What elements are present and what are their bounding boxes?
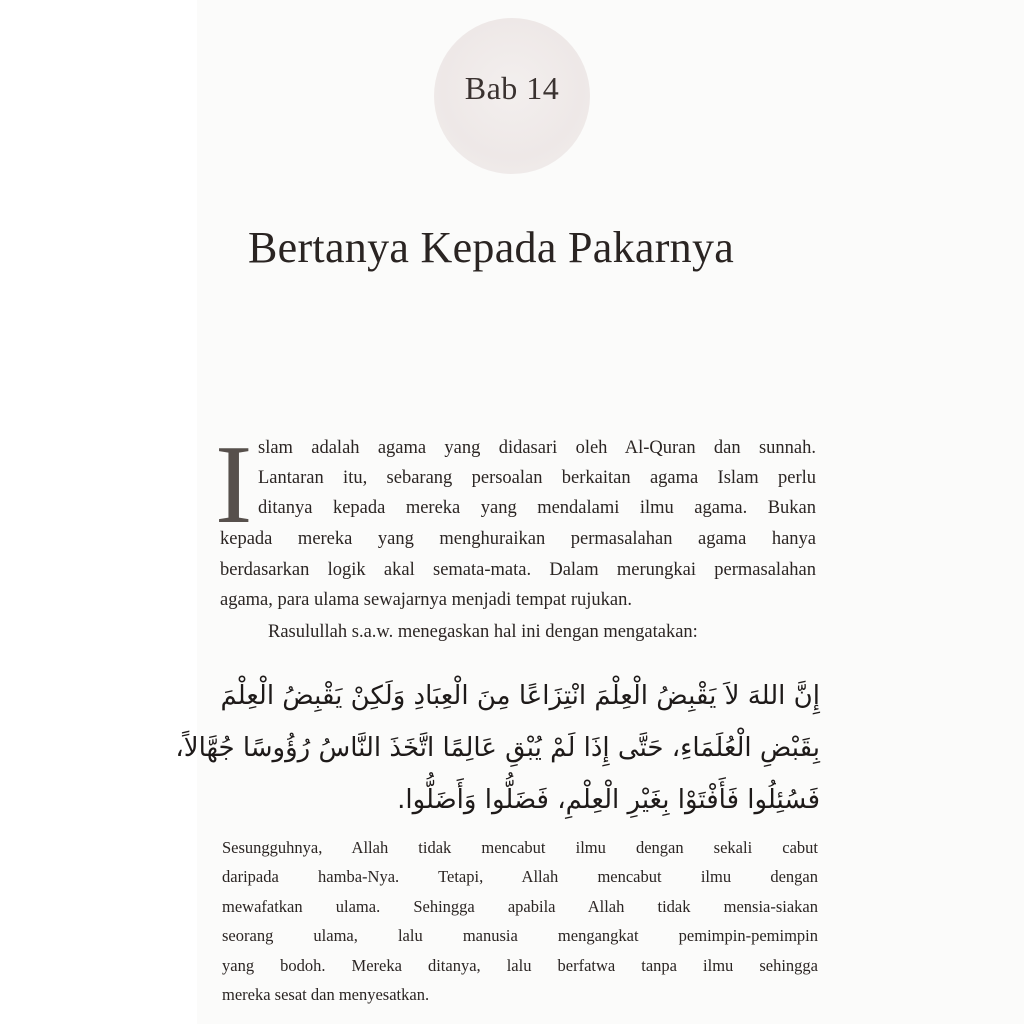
paragraph-line: kepada mereka yang menghuraikan permasalahan agama hanya [220, 529, 816, 549]
drop-cap: I [215, 423, 253, 547]
translation-line: seorang ulama, lalu manusia mengangkat pemimpin-pemimpin [222, 926, 818, 945]
hadith-line: بِقَبْضِ الْعُلَمَاءِ، حَتَّى إِذَا لَمْ يُبْقِ عَالِمًا اتَّخَذَ النَّاسُ رُؤُوسًا جُهَّالاً، [175, 733, 820, 763]
hadith-line: فَسُئِلُوا فَأَفْتَوْا بِغَيْرِ الْعِلْمِ، فَضَلُّوا وَأَضَلُّوا. [397, 785, 820, 815]
chapter-label: Bab 14 [464, 70, 560, 106]
chapter-title: Bertanya Kepada Pakarnya [248, 223, 735, 272]
translation-line: yang bodoh. Mereka ditanya, lalu berfatwa tanpa ilmu sehingga [222, 956, 818, 975]
paragraph-line: berdasarkan logik akal semata-mata. Dalam merungkai permasalahan [220, 560, 816, 580]
hadith-line: إِنَّ اللهَ لاَ يَقْبِضُ الْعِلْمَ انْتِزَاعًا مِنَ الْعِبَادِ وَلَكِنْ يَقْبِضُ الْعِلْمَ [220, 681, 820, 711]
paragraph-line: ditanya kepada mereka yang mendalami ilmu agama. Bukan [258, 498, 816, 518]
hadith-arabic [175, 670, 820, 826]
translation-line: Sesungguhnya, Allah tidak mencabut ilmu dengan sekali cabut [222, 838, 818, 857]
paragraph-line: Lantaran itu, sebarang persoalan berkaitan agama Islam perlu [258, 468, 816, 488]
translation-line: daripada hamba-Nya. Tetapi, Allah mencabut ilmu dengan [222, 867, 818, 886]
translation-line: mereka sesat dan menyesatkan. [222, 985, 430, 1004]
quote-intro: Rasulullah s.a.w. menegaskan hal ini dengan mengatakan: [268, 622, 698, 642]
paragraph-line: slam adalah agama yang didasari oleh Al-Quran dan sunnah. [258, 438, 816, 458]
translation-line: mewafatkan ulama. Sehingga apabila Allah tidak mensia-siakan [222, 897, 818, 916]
paragraph-line: agama, para ulama sewajarnya menjadi tempat rujukan. [220, 590, 632, 610]
